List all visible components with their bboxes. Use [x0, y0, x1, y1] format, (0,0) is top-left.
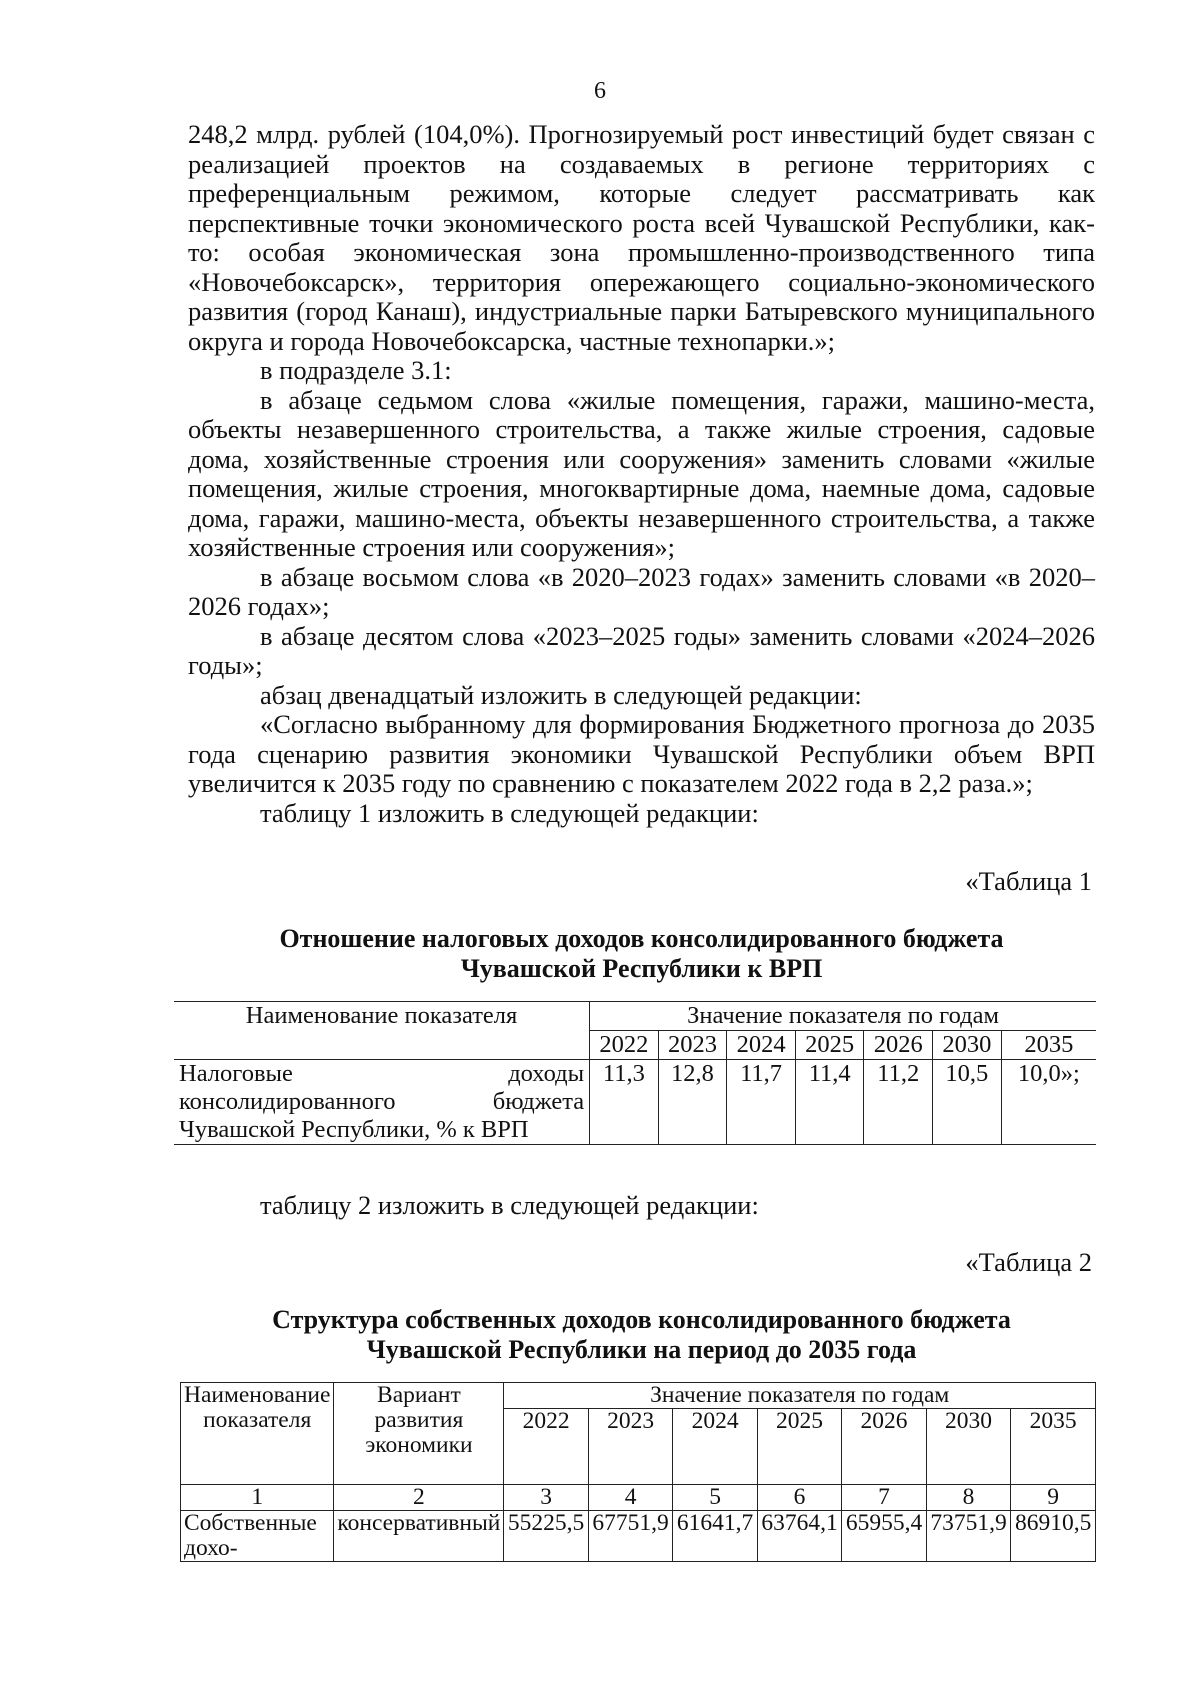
table2-cell: 61641,7 [673, 1511, 757, 1562]
paragraph: в абзаце седьмом слова «жилые помещения, гаражи, машино-места, объекты незавершенного строительства, а также жилые строения, садовые дома, хозяйственные строения или сооружения» заменить словами «жилые помещения, жилые строения, многоквартирные дома, наемные дома, садовые дома, гаражи, машино-места, объекты незавершенного строительства, а также хозяйственные строения или сооружения»; [188, 384, 1095, 562]
table1-label: «Таблица 1 [965, 866, 1092, 896]
table2-header-values: Значение показателя по годам [504, 1383, 1096, 1409]
table2-year: 2025 [757, 1409, 841, 1485]
paragraph: «Согласно выбранному для формирования Бюджетного прогноза до 2035 года сценарию развития экономики Чувашской Республики объем ВРП увеличится к 2035 году по сравнению с показателем 2022 года в 2,2 раза.»; [188, 709, 1095, 798]
table1-cell: 10,5 [933, 1060, 1002, 1145]
paragraph: таблицу 1 изложить в следующей редакции: [260, 797, 759, 828]
table2-row-label: Собственные дохо- [181, 1511, 334, 1562]
table1-year: 2023 [658, 1031, 727, 1060]
table1-year: 2025 [795, 1031, 864, 1060]
table1-year: 2035 [1001, 1031, 1096, 1060]
table2-colnum: 6 [757, 1485, 841, 1511]
table1-year: 2026 [864, 1031, 933, 1060]
table2-year: 2026 [842, 1409, 926, 1485]
table1-cell: 10,0»; [1001, 1060, 1096, 1145]
paragraph: в абзаце десятом слова «2023–2025 годы» заменить словами «2024–2026 годы»; [188, 620, 1095, 680]
table2-year: 2022 [504, 1409, 588, 1485]
table1-title-line2: Чувашской Республики к ВРП [460, 954, 823, 983]
table1-title [188, 924, 1095, 984]
table1-row-label: Налоговые доходы консолидированного бюджета Чувашской Республики, % к ВРП [174, 1060, 590, 1145]
table1-year: 2030 [933, 1031, 1002, 1060]
table2-cell: 67751,9 [588, 1511, 672, 1562]
table2-colnum: 2 [334, 1485, 504, 1511]
paragraph: абзац двенадцатый изложить в следующей редакции: [260, 679, 862, 710]
table1-year: 2024 [727, 1031, 796, 1060]
table2-year: 2030 [926, 1409, 1010, 1485]
table2-cell: 65955,4 [842, 1511, 926, 1562]
table2-year: 2023 [588, 1409, 672, 1485]
table1-header-name: Наименование показателя [174, 1002, 590, 1060]
table1-cell: 11,3 [590, 1060, 659, 1145]
table2-row-variant: консервативный [334, 1511, 504, 1562]
table2-cell: 63764,1 [757, 1511, 841, 1562]
table2-header-name: Наименование показателя [181, 1383, 334, 1485]
paragraph: в подразделе 3.1: [260, 355, 452, 385]
table2-header-variant: Вариант развития экономики [334, 1383, 504, 1485]
table2-cell: 73751,9 [926, 1511, 1010, 1562]
table1 [174, 1001, 1096, 1145]
table2-year: 2035 [1011, 1409, 1096, 1485]
table2-colnum: 7 [842, 1485, 926, 1511]
table2-label: «Таблица 2 [965, 1247, 1092, 1277]
table2 [180, 1382, 1096, 1562]
table1-header-values: Значение показателя по годам [590, 1002, 1096, 1031]
table1-cell: 12,8 [658, 1060, 727, 1145]
table1-year: 2022 [590, 1031, 659, 1060]
table2-colnum: 4 [588, 1485, 672, 1511]
table2-title-line1: Структура собственных доходов консолидированного бюджета [272, 1305, 1011, 1334]
table2-title [188, 1305, 1095, 1365]
table1-cell: 11,4 [795, 1060, 864, 1145]
table2-colnum: 5 [673, 1485, 757, 1511]
paragraph: в абзаце восьмом слова «в 2020–2023 годах» заменить словами «в 2020–2026 годах»; [188, 561, 1095, 621]
table2-cell: 86910,5 [1011, 1511, 1096, 1562]
table1-cell: 11,2 [864, 1060, 933, 1145]
table2-colnum: 1 [181, 1485, 334, 1511]
paragraph: 248,2 млрд. рублей (104,0%). Прогнозируемый рост инвестиций будет связан с реализацией проектов на создаваемых в регионе территориях с преференциальным режимом, которые следует рассматривать как перспективные точки экономического роста всей Чувашской Республики, как-то: особая экономическая зона промышленно-производственного типа «Новочебоксарск», территория опережающего социально-экономического развития (город Канаш), индустриальные парки Батыревского муниципального округа и города Новочебоксарска, частные технопарки.»; [188, 119, 1095, 356]
table2-colnum: 3 [504, 1485, 588, 1511]
table2-colnum: 8 [926, 1485, 1010, 1511]
table2-year: 2024 [673, 1409, 757, 1485]
body-text [188, 120, 1095, 828]
table2-colnum: 9 [1011, 1485, 1096, 1511]
page-number: 6 [594, 78, 606, 104]
table1-title-line1: Отношение налоговых доходов консолидированного бюджета [279, 924, 1004, 953]
table2-title-line2: Чувашской Республики на период до 2035 года [366, 1335, 917, 1364]
table2-cell: 55225,5 [504, 1511, 588, 1562]
table1-cell: 11,7 [727, 1060, 796, 1145]
after-table1-text: таблицу 2 изложить в следующей редакции: [260, 1190, 759, 1220]
